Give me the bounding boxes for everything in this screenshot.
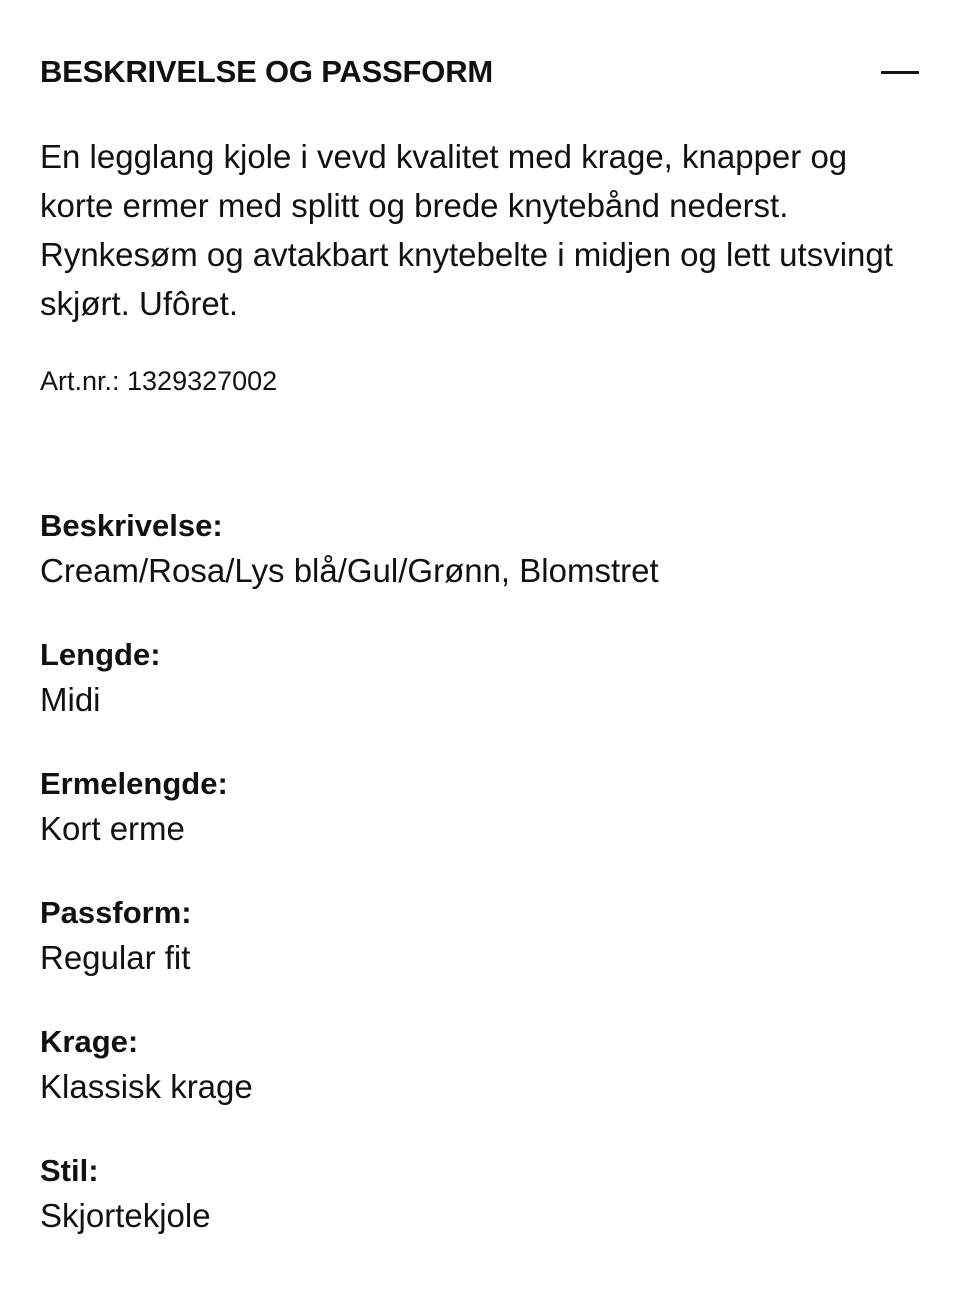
accordion-header[interactable] [40, 0, 920, 144]
attribute-value: Midi [40, 681, 101, 718]
attribute-description [40, 505, 920, 595]
section-title: BESKRIVELSE OG PASSFORM [40, 54, 493, 89]
attribute-length [40, 634, 920, 724]
attribute-sleeve-length [40, 763, 920, 853]
description-and-fit-section [40, 0, 920, 1279]
attribute-collar [40, 1021, 920, 1111]
attribute-value: Regular fit [40, 939, 191, 976]
attribute-list [40, 505, 920, 1240]
attribute-label: Beskrivelse: [40, 508, 223, 543]
attribute-value: Klassisk krage [40, 1068, 253, 1105]
attribute-fit [40, 892, 920, 982]
article-number: Art.nr.: 1329327002 [40, 366, 278, 396]
attribute-label: Passform: [40, 895, 192, 930]
attribute-value: Cream/Rosa/Lys blå/Gul/Grønn, Blomstret [40, 552, 659, 589]
attribute-label: Stil: [40, 1153, 99, 1188]
attribute-value: Kort erme [40, 810, 185, 847]
attribute-label: Ermelengde: [40, 766, 228, 801]
attribute-style [40, 1150, 920, 1240]
minus-icon-bar [881, 71, 919, 74]
product-description: En legglang kjole i vevd kvalitet med krage, knapper og korte ermer med splitt og brede knytebånd nederst. Rynkesøm og avtakbart knytebelte i midjen og lett utsvingt skjørt. Ufôret. [40, 138, 893, 322]
attribute-value: Skjortekjole [40, 1197, 211, 1234]
attribute-label: Lengde: [40, 637, 161, 672]
attribute-label: Krage: [40, 1024, 139, 1059]
minus-icon[interactable] [880, 52, 920, 92]
